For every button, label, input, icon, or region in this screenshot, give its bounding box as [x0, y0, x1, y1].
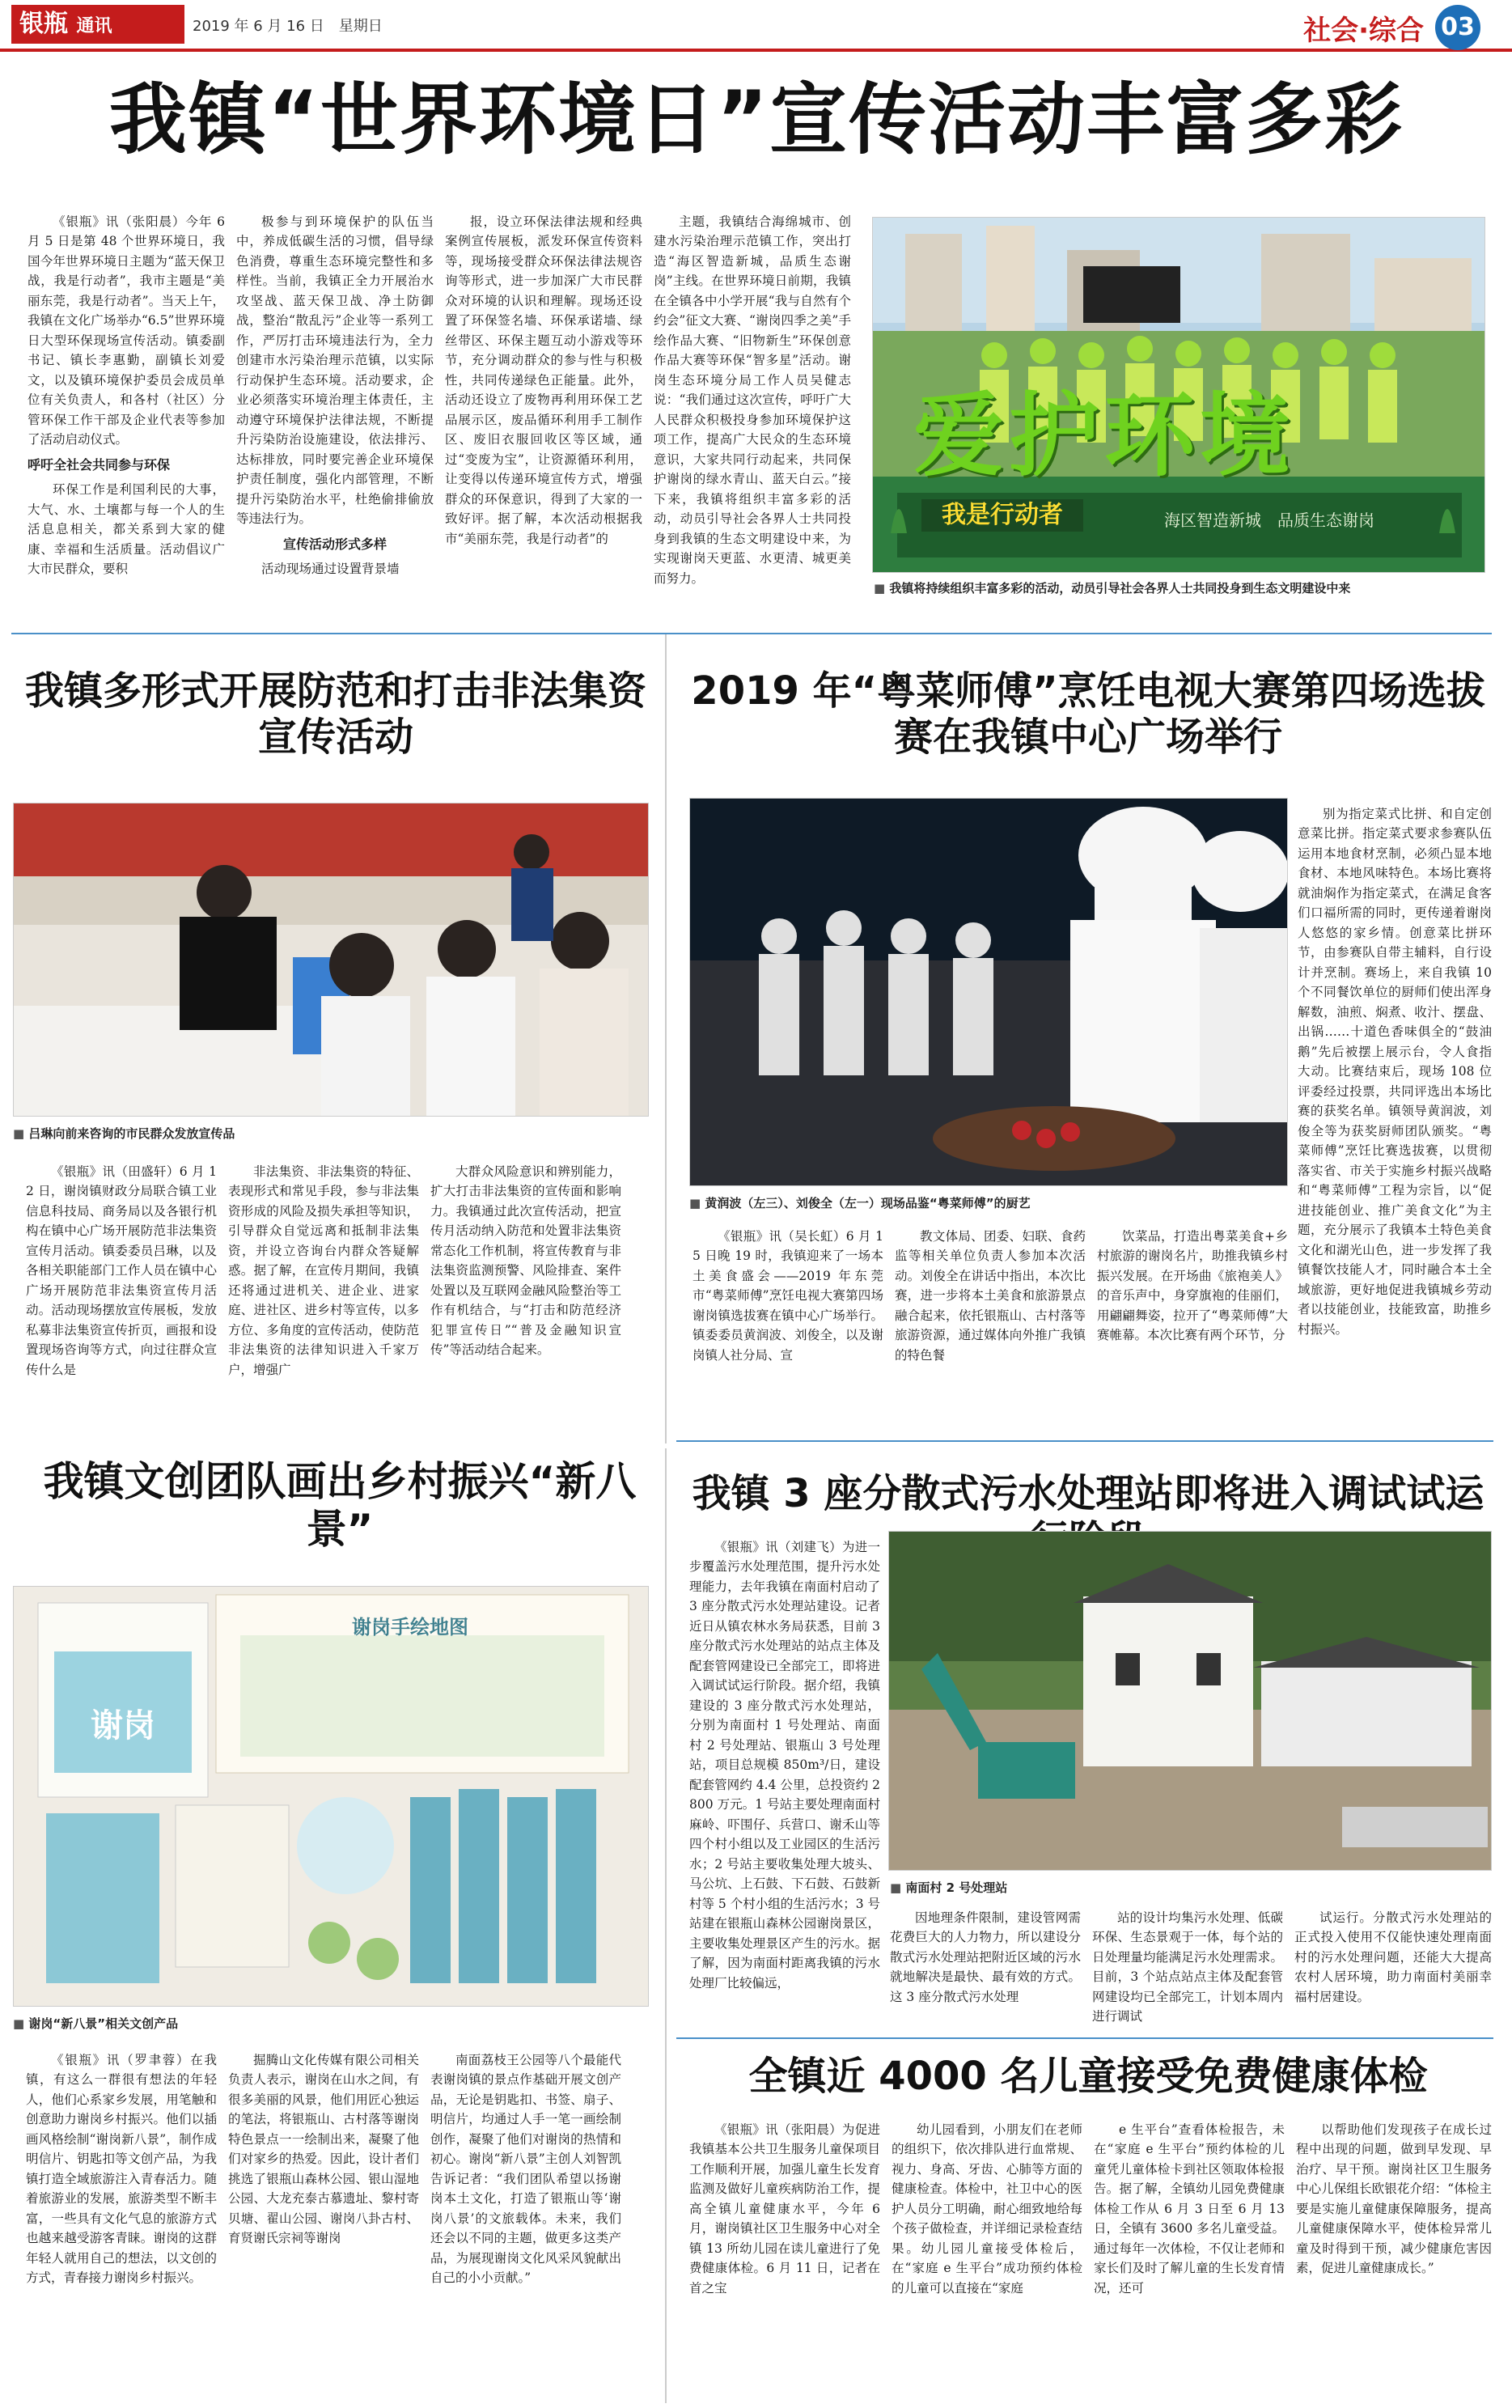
photo-map-title: 谢岗手绘地图 [352, 1616, 468, 1639]
article-cultural-col2: 掘腾山文化传媒有限公司相关负责人表示，谢岗在山水之间，有很多美丽的风景，他们用匠心独运的笔法，将银瓶山、古村落等谢岗特色景点一一绘制出来，凝聚了他们对家乡的热爱。因此，设计者们挑选了银瓶山森林公园、银山湿地公园、大龙充泰古慕遗址、黎村寄贝塘、翟山公园、谢岗八卦古村、育贤谢氏宗祠等谢岗 [228, 2053, 419, 2246]
chef-photo-illustration [690, 799, 1288, 1186]
article-cultural-col1: 《银瓶》讯（罗聿蓉）在我镇，有这么一群很有想法的年轻人，他们心系家乡发展，用笔触和创意助力谢岗乡村振兴。他们以插画风格绘制“谢岗新八景”，制作成明信片、钥匙扣等文创产品，为我镇打造全域旅游注入青春活力。随着旅游业的发展，旅游类型不断丰富，一些具有文化气息的旅游方式也越来越受游客青睐。谢岗的这群年轻人就用自己的想法，以文创的方式，青春接力谢岗乡村振兴。 [26, 2053, 217, 2286]
headline-environment-day: 我镇“世界环境日”宣传活动丰富多彩 [108, 74, 1404, 165]
fundraising-photo-illustration [14, 803, 649, 1117]
caption-chef-contest: ■ 黄润波（左三）、刘俊全（左一）现场品鉴“粤菜师傅”的厨艺 [689, 1194, 1288, 1211]
article-fundraising-col2: 非法集资、非法集资的特征、表现形式和常见手段，参与非法集资形成的风险及损失承担等知识，引导群众自觉远离和抵制非法集资，并设立咨询台内群众答疑解惑。据了解，在宣传月期间，我镇还将通过进机关、进企业、进家庭、进社区、进乡村等宣传，以多方位、多角度的宣传活动，使防范非法集资的法律知识进入千家万户，增强广 [228, 1164, 419, 1377]
section-divider [11, 633, 1492, 634]
page-number: 03 [1435, 5, 1480, 50]
caption-cultural: ■ 谢岗“新八景”相关文创产品 [13, 2015, 649, 2032]
photo-chef-contest [689, 798, 1288, 1186]
article-chef-col4: 别为指定菜式比拼、和自定创意菜比拼。指定菜式要求参赛队伍运用本地食材烹制，必须凸显本地食材、本地风味特色。本场比赛将就油焖作为指定菜式，在满足食客们口福所需的同时，更传递着谢岗人悠悠的家乡情。创意菜比拼环节，由参赛队自带主辅料，自行设计并烹制。赛场上，来自我镇 10 个不同餐饮单位的厨师们使出浑身解数，油煎、焖煮、收汁、摆盘、出锅……十道色香味俱全的“鼓油鹅”先后被摆上展示台，令人食指大动。比赛结束后，现场 108 位评委经过投票，共同评选出本场比赛的获奖名单。镇领导黄润波，刘俊全等为获奖厨师团队颁奖。“粤菜师傅”烹饪比赛选拔赛，以贯彻落实省、市关于实施乡村振兴战略和“粤菜师傅”工程为宗旨，以“促进技能创业、推广美食文化”为主题，充分展示了我镇本土特色美食文化和湖光山色，进一步发挥了我镇餐饮技能人才，同时融合本土全域旅游，更好地促进我镇城乡劳动者以技能创业，技能致富，助推乡村振兴。 [1298, 807, 1492, 1337]
photo-slogan-small: 海区智造新城 品质生态谢岗 [1164, 511, 1374, 530]
article-chef-col1: 《银瓶》讯（吴长虹）6 月 15 日晚 19 时，我镇迎来了一场本土美食盛会——2019 年东莞市“粤菜师傅”烹饪电视大赛第四场谢岗镇选拔赛在镇中心广场举行。镇委委员黄润波、刘俊全，以及谢岗镇人社分局、宣 [692, 1229, 883, 1363]
photo-cultural-products [13, 1586, 649, 2007]
article-health-col3: e 生平台”查看体检报告，未在“家庭 e 生平台”预约体检的儿童凭儿童体检卡到社区领取体检报告。据了解，全镇幼儿园免费健康体检工作从 6 月 3 日至 6 月 13 日，全镇有 3600 多名儿童受益。通过每年一次体检，不仅让老师和家长们及时了解儿童的生长发育情况，还可 [1094, 2122, 1285, 2296]
article-sewage-col4: 试运行。分散式污水处理站的正式投入使用不仅能快速处理南面村的污水处理问题，还能大大提高农村人居环境，助力南面村美丽幸福村居建设。 [1294, 1910, 1492, 2004]
article-chef-col2: 教文体局、团委、妇联、食药监等相关单位负责人参加本次活动。刘俊全在讲话中指出，本次比赛，进一步将本土美食和旅游景点融合起来，依托银瓶山、古村落等旅游资源，通过媒体向外推广我镇的特色餐 [895, 1229, 1086, 1363]
photo-environment-event [872, 217, 1485, 573]
photo-bag-text: 谢岗 [91, 1707, 155, 1745]
article-sewage-col1: 《银瓶》讯（刘建飞）为进一步覆盖污水处理范围，提升污水处理能力，去年我镇在南面村启动了 3 座分散式污水处理站建设。记者近日从镇农林水务局获悉，目前 3 座分散式污水处理站的站点主体及配套管网建设已全部完工，即将进入调试试运行阶段。据介绍，我镇建设的 3 座分散式污水处理站，分别为南面村 1 号处理站、南面村 2 号处理站、银瓶山 3 号处理站，项目总规模 850m³/日，建设配套管网约 4.4 公里，总投资约 2800 万元。1 号站主要处理南面村麻岭、吓围仔、兵营口、谢禾山等四个村小组以及工业园区的生活污水；2 号站主要收集处理大坡头、马公坑、上石鼓、下石鼓、石鼓新村等 5 个村小组的生活污水；3 号站建在银瓶山森林公园谢岗景区，主要收集处理景区产生的污水。据了解，因为南面村距离我镇的污水处理厂比较偏远， [689, 1540, 880, 1990]
products-photo-illustration [14, 1587, 649, 2007]
article-cultural-col3: 南面荔枝王公园等八个最能代表谢岗镇的景点作基础开展文创产品，无论是钥匙扣、书签、扇子、明信片，均通过人手一笔一画绘制创作，凝聚了他们对谢岗的热情和初心。谢岗“新八景”主创人刘智凯告诉记者：“我们团队希望以扬谢岗本土文化，打造了银瓶山等‘谢岗八景’的文旅载体。未来，我们还会以不同的主题，做更多这类产品，为展现谢岗文化风采风貌献出自己的小小贡献。” [430, 2053, 621, 2286]
article-environment-col1: 《银瓶》讯（张阳晨）今年 6 月 5 日是第 48 个世界环境日，我国今年世界环境日主题为“蓝天保卫战，我是行动者”，我市主题是“美丽东莞，我是行动者”。当天上午，我镇在文化广场举办“6.5”世界环境日大型环保现场宣传活动。镇委副书记、镇长李惠勤，副镇长刘爱文，以及镇环境保护委员会成员单位有关负责人，和各村（社区）分管环保工作干部及企业代表等参加了活动启动仪式。 呼吁全社会共同参与环保 环保工作是利国利民的大事，大气、水、土壤都与每一个人的生活息息相关，都关系到大家的健康、幸福和生活质量。活动倡议广大市民群众，要积 [28, 214, 225, 577]
issue-date: 2019 年 6 月 16 日 星期日 [193, 18, 383, 35]
caption-environment: ■ 我镇将持续组织丰富多彩的活动，动员引导社会各界人士共同投身到生态文明建设中来 [874, 579, 1485, 596]
subheading: 呼吁全社会共同参与环保 [28, 456, 171, 473]
article-fundraising-col3: 大群众风险意识和辨别能力，扩大打击非法集资的宣传面和影响力。我镇通过此次宣传活动，把宣传月活动纳入防范和处置非法集资常态化工作机制，将宣传教育与非法集资监测预警、风险排查、案件处置以及互联网金融风险整治等工作有机结合，与“打击和防范经济犯罪宣传日”“普及金融知识宣传”等活动结合起来。 [430, 1164, 621, 1358]
article-fundraising-col1: 《银瓶》讯（田盛轩）6 月 12 日，谢岗镇财政分局联合镇工业信息科技局、商务局以及各银行机构在镇中心广场开展防范非法集资宣传月活动。镇委委员吕琳，以及各相关职能部门工作人员在镇中心广场开展防范非法集资宣传月活动。活动现场摆放宣传展板，发放私募非法集资宣传折页，画报和设置现场咨询等方式，向过往群众宣传什么是 [26, 1164, 217, 1377]
caption-fundraising: ■ 吕琳向前来咨询的市民群众发放宣传品 [13, 1125, 649, 1142]
photo-banner: 我是行动者 [921, 499, 1083, 532]
caption-sewage: ■ 南面村 2 号处理站 [890, 1879, 1492, 1896]
headline-sewage-stations: 我镇 3 座分散式污水处理站即将进入调试试运 [692, 1471, 1484, 1516]
headline-cultural-creative: 我镇文创团队画出乡村振兴“新八景” [43, 1458, 637, 1553]
photo-slogan-big: 爱护环境 [913, 384, 1295, 489]
newspaper-logo: 银瓶 通讯 [11, 5, 184, 44]
article-environment-col3: 报，设立环保法律法规和经典案例宣传展板，派发环保宣传资料等，现场接受群众环保法律法规咨询等形式，进一步加深广大市民群众对环境的认识和理解。现场还设置了环保签名墙、环保承诺墙、绿丝带区、环保主题互动小游戏等环节，充分调动群众的参与性与积极性，共同传递绿色正能量。此外，活动还设立了废物再利用环保工艺品展示区，废品循环利用手工制作区、废旧衣服回收区等区域，通过“变废为宝”，让资源循环利用，让变得以传递环境宣传方式，增强群众的环保意识，得到了大家的一致好评。据了解，本次活动根据我市“美丽东莞，我是行动者”的 [445, 214, 642, 546]
article-environment-col2: 极参与到环境保护的队伍当中，养成低碳生活的习惯，倡导绿色消费，尊重生态环境完整性和多样性。当前，我镇正全力开展治水攻坚战、蓝天保卫战、净土防御战，整治“散乱污”企业等一系列工作，严厉打击环境违法行为，全力创建市水污染治理示范镇，以实际行动保护生态环境。活动要求，企业必须落实环境治理主体责任，主动遵守环境保护法律法规，不断提升污染防治设施建设，依法排污、达标排放，同时要完善企业环境保护责任制度，强化内部管理，不断提升污染防治水平，杜绝偷排偷放等违法行为。 宣传活动形式多样 活动现场通过设置背景墙 [236, 214, 434, 577]
article-health-col1: 《银瓶》讯（张阳晨）为促进我镇基本公共卫生服务儿童保项目工作顺利开展，加强儿童生长发育监测及做好儿童疾病防治工作，提高全镇儿童健康水平，今年 6 月，谢岗镇社区卫生服务中心对全镇 13 所幼儿园在读儿童进行了免费健康体检。6 月 11 日，记者在首之宝 [689, 2122, 880, 2296]
column-divider [665, 1448, 667, 2403]
section-divider [676, 1440, 1493, 1442]
headline-child-health: 全镇近 4000 名儿童接受免费健康体检 [748, 2054, 1428, 2099]
photo-fundraising-booth [13, 803, 649, 1117]
article-health-col2: 幼儿园看到，小朋友们在老师的组织下，依次排队进行血常规、视力、身高、牙齿、心肺等方面的健康检查。体检中，社卫中心的医护人员分工明确，耐心细致地给每个孩子做检查，并详细记录检查结果。幼儿园儿童接受体检后，在“家庭 e 生平台”成功预约体检的儿童可以直接在“家庭 [892, 2122, 1082, 2296]
headline-chef-contest: 2019 年“粤菜师傅”烹饪电视大赛第四场选拔赛在我镇中心广场举行 [691, 668, 1485, 760]
section-divider [676, 2037, 1493, 2039]
photo-sewage-station [888, 1531, 1492, 1871]
subheading: 宣传活动形式多样 [282, 536, 387, 552]
article-chef-col3: 饮菜品，打造出粤菜美食+乡村旅游的谢岗名片，助推我镇乡村振兴发展。在开场曲《旅袍美人》的音乐声中，身穿旗袍的佳丽们，用翩翩舞姿，拉开了“粤菜师傅”大赛帷幕。本次比赛有两个环节，分 [1097, 1229, 1288, 1343]
article-sewage-col2: 因地理条件限制，建设管网需花费巨大的人力物力，所以建设分散式污水处理站把附近区域的污水就地解决是最快、最有效的方式。这 3 座分散式污水处理 [890, 1910, 1081, 2004]
article-sewage-col3: 站的设计均集污水处理、低碳环保、生态景观于一体，每个站的日处理量均能满足污水处理需求。目前，3 个站点站点主体及配套管网建设均已全部完工，计划本周内进行调试 [1092, 1910, 1283, 2024]
sewage-photo-illustration [889, 1532, 1492, 1871]
headline-illegal-fundraising: 我镇多形式开展防范和打击非法集资宣传活动 [24, 668, 646, 760]
section-title: 社会·综合 [1303, 15, 1424, 47]
article-health-col4: 以帮助他们发现孩子在成长过程中出现的问题，做到早发现、早治疗、早干预。谢岗社区卫生服务中心儿保组长欧银花介绍：“体检主要是实施儿童健康保障服务，提高儿童健康保障水平，使体检异常儿童及时得到干预，减少健康危害因素，促进儿童健康成长。” [1296, 2122, 1492, 2276]
column-divider [665, 634, 667, 1444]
article-environment-col4: 主题，我镇结合海绵城市、创建水污染治理示范镇工作，突出打造“海区智造新城，品质生态谢岗”主线。在世界环境日前期，我镇在全镇各中小学开展“我与自然有个约会”征文大赛、“谢岗四季之美”手绘作品大赛、“旧物新生”环保创意作品大赛等环保“智多星”活动。谢岗生态环境分局工作人员吴健志说：“我们通过这次宣传，呼吁广大人民群众积极投身参加环境保护这项工作，提高广大民众的生态环境意识，大家共同行动起来，共同保护谢岗的绿水青山、蓝天白云。”接下来，我镇将组织丰富多彩的活动，动员引导社会各界人士共同投身到我镇的生态文明建设中来，为实现谢岗天更蓝、水更清、城更美而努力。 [654, 214, 851, 586]
